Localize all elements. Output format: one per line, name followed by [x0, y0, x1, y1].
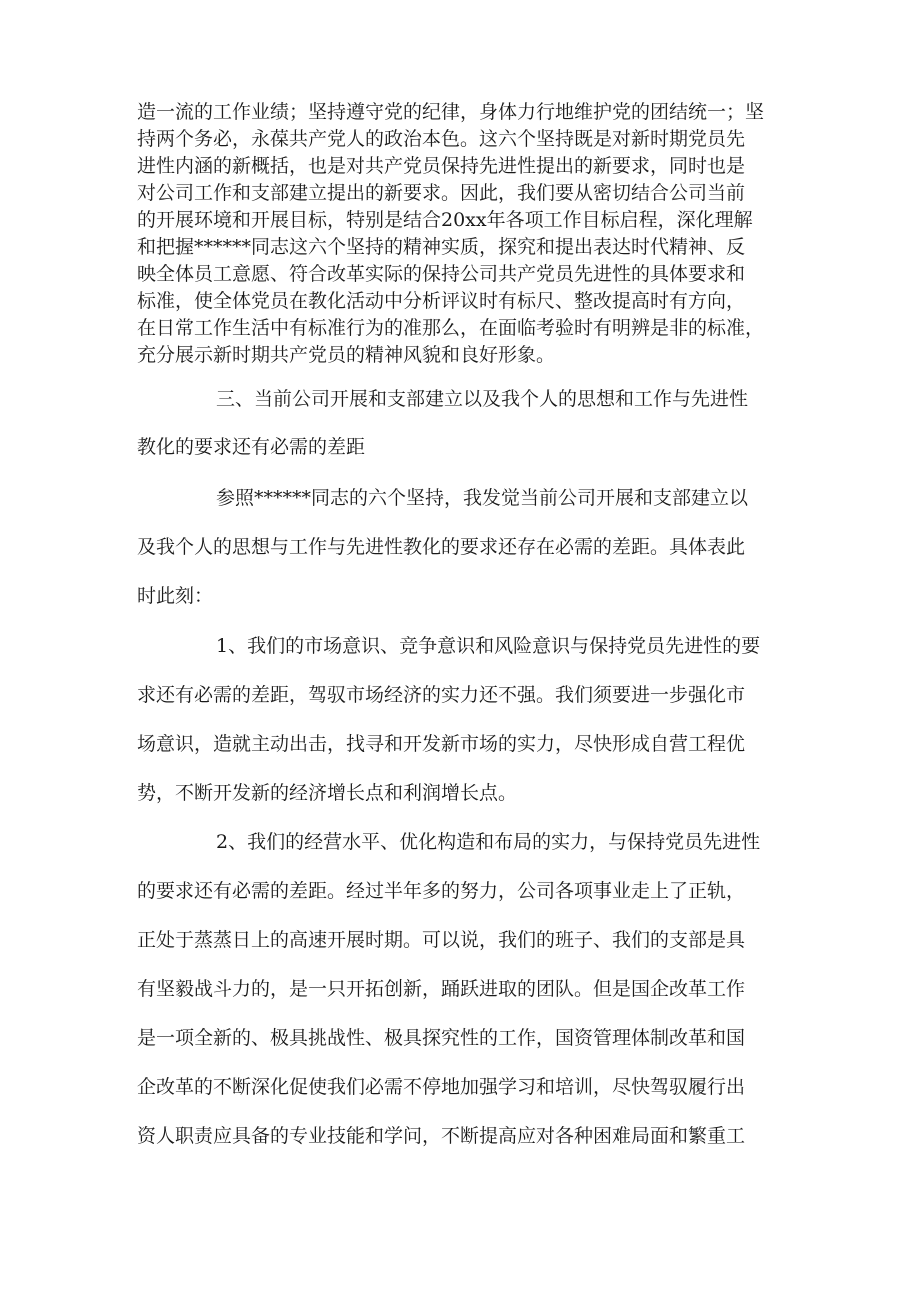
paragraph-line: 标准，使全体党员在教化活动中分析评议时有标尺、整改提高时有方向，: [137, 290, 746, 312]
paragraph-line: 的开展环境和开展目标，特别是结合20xx年各项工作目标启程，深化理解: [137, 209, 753, 231]
paragraph-line: 势，不断开发新的经济增长点和利润增长点。: [137, 782, 518, 804]
paragraph-line: 是一项全新的、极具挑战性、极具探究性的工作，国资管理体制改革和国: [137, 1027, 746, 1049]
paragraph-line: 资人职责应具备的专业技能和学问，不断提高应对各种困难局面和繁重工: [137, 1125, 746, 1147]
heading-line: 教化的要求还有必需的差距: [137, 436, 366, 458]
paragraph-line: 持两个务必，永葆共产党人的政治本色。这六个坚持既是对新时期党员先: [137, 128, 746, 150]
paragraph-line: 进性内涵的新概括，也是对共产党员保持先进性提出的新要求，同时也是: [137, 155, 746, 177]
paragraph-line: 有坚毅战斗力的，是一只开拓创新，踊跃进取的团队。但是国企改革工作: [137, 978, 746, 1000]
paragraph-line: 在日常工作生活中有标准行为的准那么，在面临考验时有明辨是非的标准，: [137, 317, 765, 339]
paragraph-line: 求还有必需的差距，驾驭市场经济的实力还不强。我们须要进一步强化市: [137, 684, 746, 706]
paragraph-line: 正处于蒸蒸日上的高速开展时期。可以说，我们的班子、我们的支部是具: [137, 929, 746, 951]
paragraph-line: 对公司工作和支部建立提出的新要求。因此，我们要从密切结合公司当前: [137, 182, 746, 204]
paragraph-line: 充分展示新时期共产党员的精神风貌和良好形象。: [137, 344, 556, 366]
paragraph-line: 参照******同志的六个坚持，我发觉当前公司开展和支部建立以: [216, 487, 749, 509]
paragraph-line: 的要求还有必需的差距。经过半年多的努力，公司各项事业走上了正轨，: [137, 880, 746, 902]
paragraph-line: 和把握******同志这六个坚持的精神实质，探究和提出表达时代精神、反: [137, 236, 746, 258]
paragraph-line: 映全体员工意愿、符合改革实际的保持公司共产党员先进性的具体要求和: [137, 263, 746, 285]
paragraph-line: 1、我们的市场意识、竞争意识和风险意识与保持党员先进性的要: [216, 635, 761, 657]
paragraph-line: 2、我们的经营水平、优化构造和布局的实力，与保持党员先进性: [216, 831, 761, 853]
paragraph-line: 企改革的不断深化促使我们必需不停地加强学习和培训，尽快驾驭履行出: [137, 1076, 746, 1098]
paragraph-line: 场意识，造就主动出击，找寻和开发新市场的实力，尽快形成自营工程优: [137, 733, 746, 755]
paragraph-line: 及我个人的思想与工作与先进性教化的要求还存在必需的差距。具体表此: [137, 536, 746, 558]
heading-line: 三、当前公司开展和支部建立以及我个人的思想和工作与先进性: [216, 388, 749, 410]
paragraph-line: 造一流的工作业绩；坚持遵守党的纪律，身体力行地维护党的团结统一；坚: [137, 101, 765, 123]
paragraph-line: 时此刻：: [137, 585, 214, 607]
